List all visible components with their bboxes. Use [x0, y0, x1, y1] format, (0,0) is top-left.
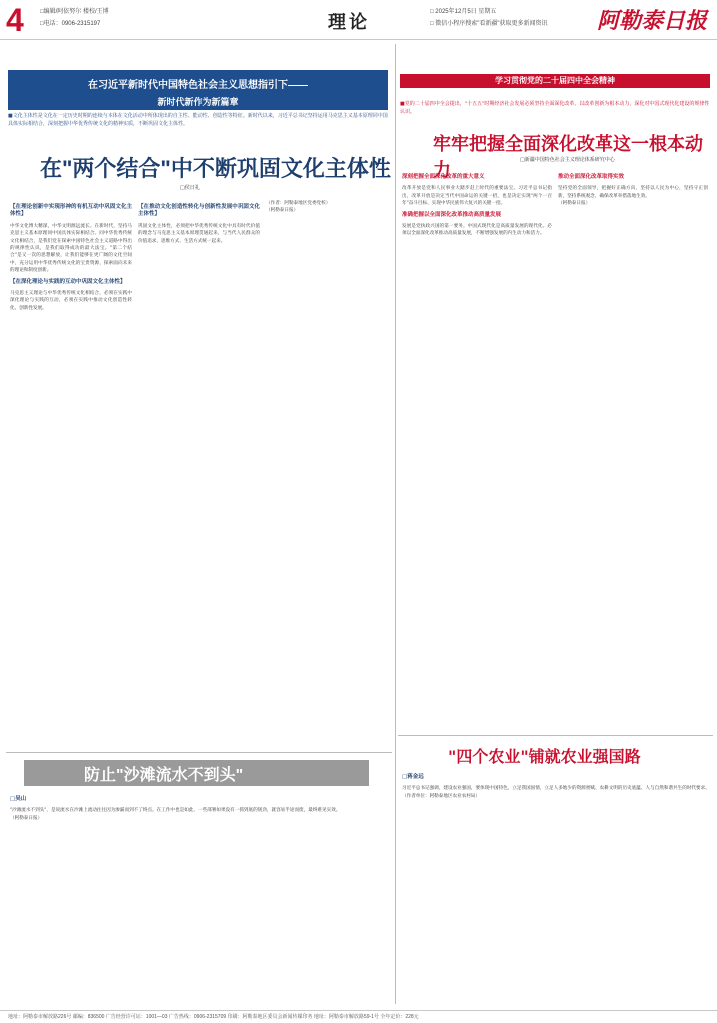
bottom-left-byline: □吴山: [10, 796, 27, 802]
left-author-note: （作者：阿勒泰地区党委党校）: [266, 201, 331, 206]
left-headline: 在"两个结合"中不断巩固文化主体性: [40, 156, 391, 181]
bottom-right-byline: □蒋金远: [402, 774, 424, 780]
left-body-1: 中华文化博大精深，中华文明源远流长。在新时代，坚持马克思主义基本原理同中国具体实际相结合、同中华优秀传统文化相结合，是我们党在探索中国特色社会主义道路中得出的规律性认识，是我们取得成功的最大法宝。"第二个结合"是又一次的思想解放，让我们能够在更广阔的文化空间中，充分运用中华优秀传统文化的宝贵资源，探索面向未来的理论和制度创新。: [10, 223, 132, 274]
right-body-3: 坚持党的全面领导，把握好正确方向，坚持以人民为中心，坚持守正创新，坚持系统观念，确保改革举措落地生效。: [558, 186, 708, 199]
editor-info: [40, 6, 109, 30]
left-byline: □侯日礼: [180, 185, 200, 191]
left-body-3: 巩固文化主体性，必须把中华优秀传统文化中具有时代价值的理念与马克思主义基本原理贯通起来，与当代人民群众的价值追求、思维方式、生活方式统一起来。: [138, 223, 260, 244]
bottom-left-author: （阿勒泰日报）: [10, 815, 43, 821]
right-headline: 牢牢把握全面深化改革这一根本动力: [433, 134, 703, 181]
right-body-1: 改革开放是党和人民事业大踏步赶上时代的重要法宝。习近平总书记指出，改革开放是决定当代中国命运的关键一招，也是决定实现"两个一百年"奋斗目标、实现中华民族伟大复兴的关键一招。: [402, 186, 552, 207]
left-intro: ■文化主体性是文化在一定历史时期的连续与本体在文化活动中所体现出的自主性、能动性、创造性等特征。新时代以来，习近平总书记坚持运用马克思主义基本原理同中国具体实际相结合，深刻把握中华优秀传统文化的精神实质，不断巩固文化主体性。: [8, 113, 388, 127]
left-subhead-2: 【在深化理论与实践的互动中巩固文化主体性】: [10, 278, 126, 285]
bottom-left-text: "沙滩流水不到头"，是说流水在沙滩上流动往往因为渗漏而到不了终点。在工作中也是如此，一些部署如果没有一抓到底的韧劲，就容易半途而废，最终难见实效。: [10, 808, 341, 814]
phone-line: □电话：0906-2315197: [40, 21, 101, 27]
newspaper-logo: 阿勒泰日报: [596, 8, 707, 34]
right-author-note: （阿勒泰日报）: [558, 201, 591, 207]
bottom-right-headline: "四个农业"铺就农业强国路: [448, 747, 641, 766]
masthead: [0, 0, 717, 40]
left-column-1: [10, 200, 132, 740]
bottom-left-headline: 防止"沙滩流水不到头": [84, 767, 244, 784]
footer: 地址：阿勒泰市解放路226号 邮编：836500 广告经营许可证：1001—03 广告热线：0906-2315709 印刷：阿勒泰地区委员会新闻传媒印务 地址：阿勒泰市解放路59-1号 全年定价：228元: [0, 1010, 717, 1023]
right-byline: □新疆中国特色社会主义理论体系研究中心: [520, 157, 615, 163]
right-subhead-2: 准确把握以全面深化改革推动高质量发展: [402, 211, 502, 218]
bottom-right-text: 习近平总书记强调，建设农业强国，要体现中国特色，立足我国国情，立足人多地少的资源禀赋、农耕文明的历史底蕴、人与自然和谐共生的时代要求。: [402, 786, 710, 792]
bottom-right-author: （作者单位：阿勒泰地区农业农村局）: [402, 793, 481, 799]
left-subhead-1: 【在理论创新中实现形神的有机互动中巩固文化主体性】: [10, 204, 132, 218]
wechat-line: □ 微信小程序搜索"看新疆"获取更多新闻资讯: [430, 21, 548, 27]
column-divider: [395, 44, 396, 1004]
bottom-left-body: [10, 792, 390, 1007]
section-rule-right: [398, 735, 713, 736]
banner-line1: 在习近平新时代中国特色社会主义思想指引下——: [88, 80, 308, 91]
right-subhead-1: 深刻把握全面深化改革的重大意义: [402, 174, 485, 180]
left-section-banner: [8, 70, 388, 110]
left-column-2: [138, 200, 260, 740]
right-column-1: [402, 170, 552, 730]
section-rule-left: [6, 752, 392, 753]
left-column-3: [266, 200, 388, 740]
page-number: 4: [6, 2, 24, 38]
date-line: □ 2025年12月5日 星期五: [430, 9, 497, 15]
bottom-left-banner: [24, 760, 369, 786]
left-edit-note: （阿勒泰日报）: [266, 208, 299, 214]
left-subhead-3: 【在推动文化创造性转化与创新性发展中巩固文化主体性】: [138, 204, 260, 218]
right-intro: ■党的二十届四中全会提出，"十五五"时期经济社会发展必须坚持全面深化改革，以改革创新为根本动力，深化对中国式现代化建设的规律性认识。: [400, 101, 710, 115]
left-body-2: 马克思主义理论与中华优秀传统文化相结合，必须在实践中深化理论与实践的互动，必须在实践中推动文化创造性转化、创新性发展。: [10, 291, 132, 311]
right-subhead-3: 推动全面深化改革取得实效: [558, 174, 625, 180]
banner-line2: 新时代新作为新篇章: [157, 97, 239, 107]
right-body-2: 发展是党执政兴国的第一要务。中国式现代化是高质量发展的现代化。必须以全面深化改革推动高质量发展，不断增强发展的内生动力和活力。: [402, 224, 552, 237]
right-column-2: [558, 170, 708, 730]
date-info: [430, 6, 548, 30]
right-section-banner: 学习贯彻党的二十届四中全会精神: [400, 74, 710, 88]
bottom-right-body: [402, 770, 710, 1005]
editor-line: □编辑/阿依努尔 楼校/王博: [40, 9, 109, 15]
section-title: 理论: [328, 12, 370, 33]
